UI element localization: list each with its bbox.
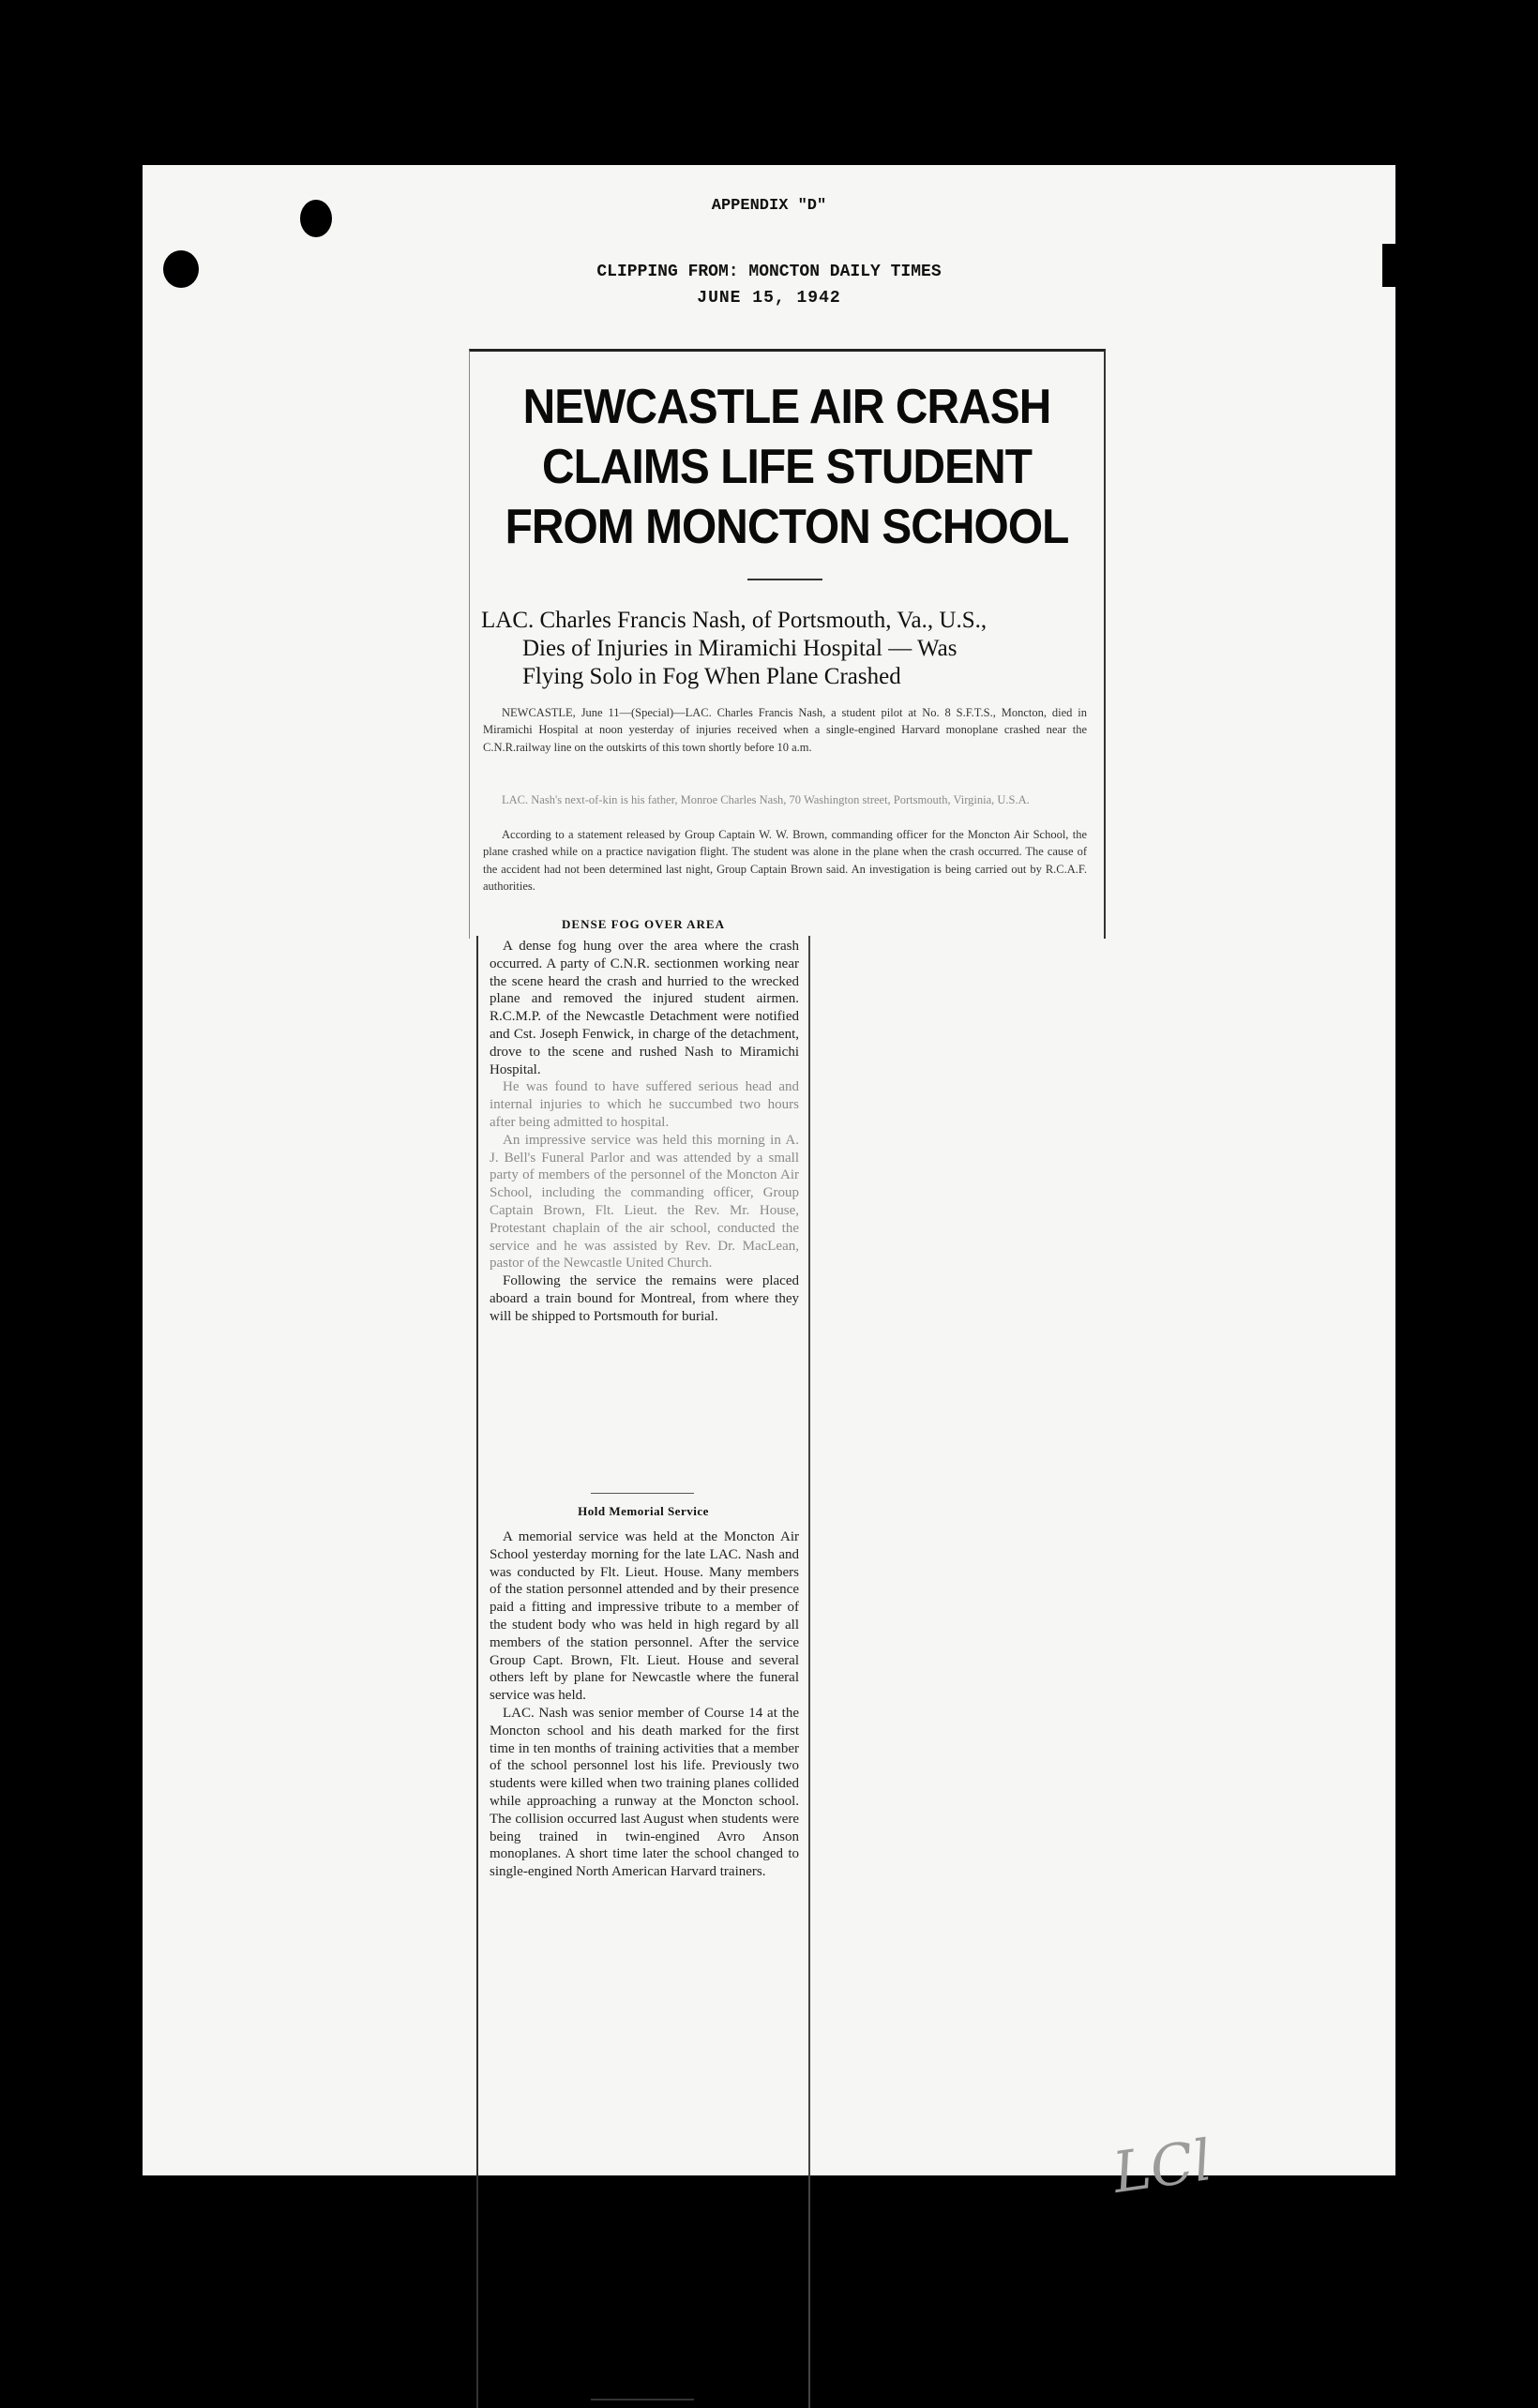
section-1-paragraph: Following the service the remains were placed aboard a train bound for Montreal, from where they will be shipped to Portsmouth for burial. (490, 1273, 799, 1324)
deck-line-1: LAC. Charles Francis Nash, of Portsmouth, Va., U.S., (481, 608, 988, 633)
clipping-date: JUNE 15, 1942 (697, 289, 841, 308)
section-2-paragraph: LAC. Nash was senior member of Course 14 at the Moncton school and his death marked for the first time in ten months of training activities that a member of the school personnel lost his life. Previously two students were killed when two training planes collided while approaching a runway at the Moncton school. The collision occurred last August when students were being trained in twin-engined Avro Anson monoplanes. A short time later the school changed to single-engined North American Harvard trainers. (490, 1705, 799, 1880)
deck-line-3: Flying Solo in Fog When Plane Crashed (522, 664, 901, 689)
section-1-paragraph: An impressive service was held this morning in A. J. Bell's Funeral Parlor and was attended by a small party of members of the personnel of the Moncton Air School, including the commanding officer, Group Captain Brown, Flt. Lieut. the Rev. Mr. House, Protestant chaplain of the air school, conducted the service and he was assisted by Rev. Dr. MacLean, pastor of the Newcastle United Church. (490, 1132, 799, 1272)
clipping-source: CLIPPING FROM: MONCTON DAILY TIMES (596, 263, 942, 281)
column-end-rule (591, 2399, 694, 2400)
section-1-text (490, 938, 799, 1326)
section-2-text (490, 1528, 799, 1881)
headline-rule (747, 579, 822, 580)
section-2-paragraph: A memorial service was held at the Moncton Air School yesterday morning for the late LAC. Nash and was conducted by Flt. Lieut. House. Many members of the station personnel attended and by their presence paid a fitting and impressive tribute to a member of the student body who was held in high regard by all members of the station personnel. After the service Group Capt. Brown, Flt. Lieut. House and several others left by plane for Newcastle where the funeral service was held. (490, 1529, 799, 1704)
section-1-paragraph: He was found to have suffered serious head and internal injuries to which he succumbed two hours after being admitted to hospital. (490, 1079, 799, 1130)
appendix-label: APPENDIX "D" (711, 197, 827, 215)
section-divider (591, 1493, 694, 1494)
subhead-memorial: Hold Memorial Service (578, 1504, 709, 1518)
section-1-paragraph: A dense fog hung over the area where the crash occurred. A party of C.N.R. sectionmen working near the scene heard the crash and hurried to the wrecked plane and removed the injured student airmen. R.C.M.P. of the Newcastle Detachment were notified and Cst. Joseph Fenwick, in charge of the detachment, drove to the scene and rushed Nash to Miramichi Hospital. (490, 939, 799, 1077)
clipping-column (476, 917, 810, 2408)
headline-line-3: FROM MONCTON SCHOOL (505, 500, 1069, 554)
clipping-upper-block (469, 349, 1106, 939)
lead-paragraph-1: NEWCASTLE, June 11—(Special)—LAC. Charles Francis Nash, a student pilot at No. 8 S.F.T.S., Moncton, died in Miramichi Hospital at noon yesterday of injuries received when a single-engined Harvard monoplane crashed near the C.N.R.railway line on the outskirts of this town shortly before 10 a.m. (483, 706, 1087, 754)
pencil-mark: LCl (1108, 2128, 1216, 2206)
deck-line-2: Dies of Injuries in Miramichi Hospital — Was (522, 636, 957, 661)
headline-line-1: NEWCASTLE AIR CRASH (522, 380, 1051, 434)
lead-paragraph-3: According to a statement released by Group Captain W. W. Brown, commanding officer for the Moncton Air School, the plane crashed while on a practice navigation flight. The student was alone in the plane when the crash occurred. The cause of the accident had not been determined last night, Group Captain Brown said. An investigation is being carried out by R.C.A.F. authorities. (483, 828, 1087, 894)
subhead-dense-fog: DENSE FOG OVER AREA (562, 917, 725, 931)
lead-paragraph-2: LAC. Nash's next-of-kin is his father, Monroe Charles Nash, 70 Washington street, Portsmouth, Virginia, U.S.A. (502, 793, 1030, 806)
headline-line-2: CLAIMS LIFE STUDENT (541, 440, 1033, 494)
